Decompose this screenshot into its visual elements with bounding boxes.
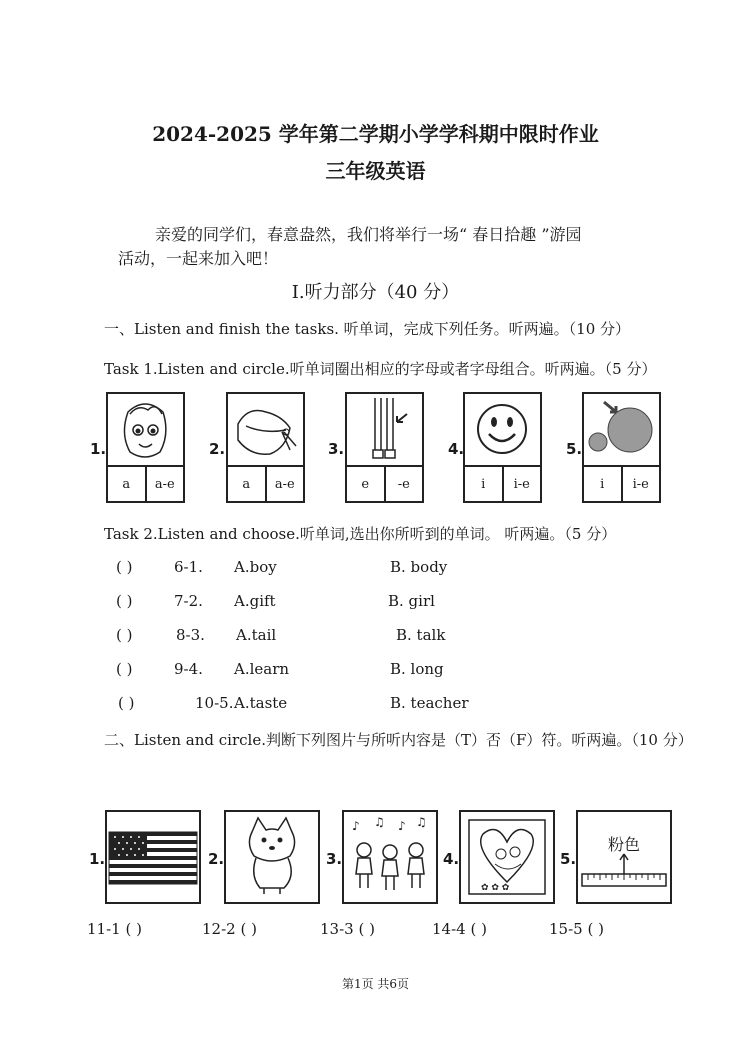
question-number: 6-1. (174, 558, 203, 576)
answer-blank[interactable]: 13-3 ( ) (320, 920, 375, 938)
task1-card (463, 392, 542, 503)
option-a[interactable]: A.tail (236, 626, 277, 644)
option-a[interactable]: e (361, 476, 370, 492)
svg-text:♫: ♫ (374, 815, 385, 829)
part2-instruction: 二、Listen and circle.判断下列图片与所听内容是（T）否（F）符。听两遍。（10 分） (104, 731, 693, 749)
option-b[interactable]: B. teacher (390, 694, 469, 712)
task1-num: 4. (448, 440, 465, 458)
circles-icon (584, 394, 659, 467)
smile-icon (465, 394, 540, 467)
answer-blank[interactable]: 15-5 ( ) (549, 920, 604, 938)
option-a[interactable]: A.gift (234, 592, 276, 610)
option-a[interactable]: A.taste (234, 694, 288, 712)
question-number: 7-2. (174, 592, 203, 610)
task2-instruction: Task 2.Listen and choose.听单词,选出你所听到的单词。 听两遍。（5 分） (104, 525, 617, 543)
option-b[interactable]: a-e (265, 467, 304, 501)
task1-num: 1. (90, 440, 107, 458)
question-number: 10-5. (195, 694, 234, 712)
svg-text:♪: ♪ (352, 819, 360, 833)
answer-blank[interactable]: ( ) (116, 660, 133, 678)
option-a[interactable]: i (481, 476, 486, 492)
legs-icon (347, 394, 422, 467)
answer-blank[interactable]: ( ) (116, 592, 133, 610)
option-a[interactable]: a (242, 476, 251, 492)
svg-text:♫: ♫ (416, 815, 427, 829)
option-b[interactable]: i-e (502, 467, 541, 501)
task1-card (345, 392, 424, 503)
option-a[interactable]: i (600, 476, 605, 492)
dog-icon (224, 810, 320, 904)
ruler-icon (576, 810, 672, 904)
task1-num: 3. (328, 440, 345, 458)
task1-card (226, 392, 305, 503)
option-b[interactable]: B. girl (388, 592, 435, 610)
answer-blank[interactable]: 11-1 ( ) (87, 920, 142, 938)
intro-line-1: 亲爱的同学们，春意盎然，我们将举行一场“ 春日拾趣 ”游园 (155, 225, 582, 244)
hat-icon (228, 394, 303, 467)
answer-blank[interactable]: ( ) (118, 694, 135, 712)
card-icon (459, 810, 555, 904)
flag-icon (105, 810, 201, 904)
option-b[interactable]: B. long (390, 660, 444, 678)
answer-blank[interactable]: 14-4 ( ) (432, 920, 487, 938)
section-title: Ⅰ.听力部分（40 分） (291, 282, 460, 303)
part1-instruction: 一、Listen and finish the tasks. 听单词，完成下列任务。听两遍。（10 分） (104, 320, 631, 338)
svg-text:✿ ✿ ✿: ✿ ✿ ✿ (481, 883, 510, 893)
option-b[interactable]: i-e (621, 467, 660, 501)
task1-num: 2. (209, 440, 226, 458)
answer-blank[interactable]: 12-2 ( ) (202, 920, 257, 938)
page-footer: 第1页 共6页 (341, 977, 410, 991)
svg-text:♪: ♪ (398, 819, 406, 833)
question-number: 9-4. (174, 660, 203, 678)
part2-num: 3. (326, 850, 343, 868)
task1-instruction: Task 1.Listen and circle.听单词圈出相应的字母或者字母组合。听两遍。（5 分） (104, 360, 657, 378)
answer-blank[interactable]: ( ) (116, 558, 133, 576)
intro-line-2: 活动，一起来加入吧！ (118, 249, 279, 268)
task1-card (106, 392, 185, 503)
task1-num: 5. (566, 440, 583, 458)
option-b[interactable]: -e (384, 467, 423, 501)
option-b[interactable]: a-e (145, 467, 184, 501)
option-b[interactable]: B. talk (396, 626, 446, 644)
exam-subtitle: 三年级英语 (325, 159, 426, 183)
option-a[interactable]: A.learn (234, 660, 290, 678)
option-a[interactable]: A.boy (234, 558, 277, 576)
task1-card (582, 392, 661, 503)
kids-singing-icon (342, 810, 438, 904)
part2-num: 1. (89, 850, 106, 868)
part2-num: 5. (560, 850, 577, 868)
option-a[interactable]: a (122, 476, 131, 492)
face-icon (108, 394, 183, 467)
color-label: 粉色 (608, 835, 641, 854)
answer-blank[interactable]: ( ) (116, 626, 133, 644)
exam-title: 2024-2025 学年第二学期小学学科期中限时作业 (152, 122, 599, 146)
part2-num: 4. (443, 850, 460, 868)
question-number: 8-3. (176, 626, 205, 644)
option-b[interactable]: B. body (390, 558, 448, 576)
part2-num: 2. (208, 850, 225, 868)
